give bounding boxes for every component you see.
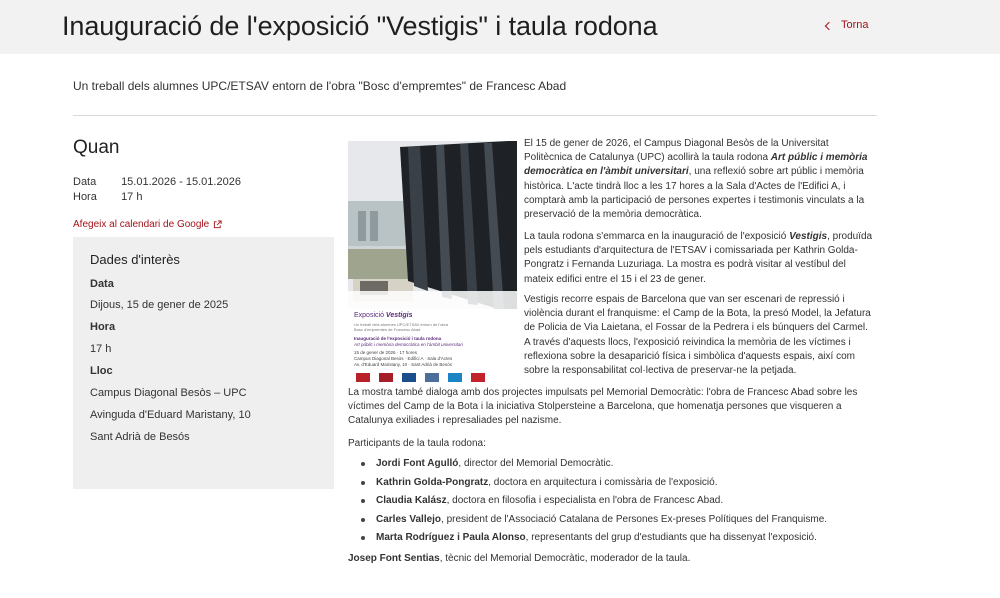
list-item: Claudia Kalász, doctora en filosofia i especialista en l'obra de Francesc Abad. [361,494,881,513]
paragraph-3: Vestigis recorre espais de Barcelona que van ser escenari de repressió i violència durant el franquisme: el Camp de la Bota, la presó Model, la Jefatura de Policia de Via Laietana, el Fossar de la Pedrera i els búnquers del Carmel. A través d'aquests llocs, l'exposició reivindica la memòria de les víctimes i reflexiona sobre la desaparició física i simbòlica d'aquests espais, així com sobre la responsabilitat col·lectiva de preservar-ne la petjada. [524,294,871,377]
info-place-line1: Campus Diagonal Besòs – UPC [90,387,247,399]
participants-heading: Participants de la taula rodona: [348,438,486,449]
event-subtitle: Un treball dels alumnes UPC/ETSAV entorn de l'obra "Bosc d'empremtes" de Francesc Abad [73,79,567,93]
poster-line1: Inauguració de l'exposició i taula rodona [354,336,442,341]
divider [73,115,877,116]
back-link[interactable] [826,19,869,31]
poster-photo [348,141,517,309]
info-date-value: Dijous, 15 de gener de 2025 [90,299,229,311]
when-date-label: Data [73,176,97,188]
paragraph-1: El 15 de gener de 2026, el Campus Diagonal Besòs de la Universitat Politècnica de Catalunya (UPC) acollirà la taula rodona Art públic i memòria democràtica en l'àmbit universitari, una reflexió sobre art públic i memòria històrica. L'acte tindrà lloc a les 17 hores a la Sala d'Actes de l'Edifici A, i comptarà amb la participació de persones expertes i testimonis vinculats a la preservació de la memòria democràtica. [524,138,868,221]
paragraph-2: La taula rodona s'emmarca en la inauguració de l'exposició Vestigis, produïda pels estudiants d'arquitectura de l'ETSAV i comissariada per Kathrin Golda-Pongratz i Fernanda Luzuriaga. La mostra es podrà visitar al vestíbul del mateix edifici entre el 15 i el 23 de gener. [524,231,873,285]
poster-line5: Av. d'Eduard Maristany, 10 · Sant Adrià de Besòs [354,362,452,367]
when-date-value: 15.01.2026 - 15.01.2026 [121,176,241,188]
poster-sub1: Un treball dels alumnes UPC/ETSAV entorn de l'obra [354,322,449,327]
when-date-row [73,176,241,188]
page-header [0,0,1000,54]
list-item: Marta Rodríguez i Paula Alonso, representants del grup d'estudiants que ha dissenyat l'exposició. [361,531,881,550]
info-box [73,237,334,489]
google-calendar-label: Afegeix al calendari de Google [73,219,210,230]
external-link-icon [213,220,222,229]
logo-2-icon [379,373,393,382]
list-item: Carles Vallejo, president de l'Associació Catalana de Persones Ex-preses Polítiques del Franquisme. [361,513,881,532]
event-poster [348,141,517,387]
list-item: Kathrin Golda-Pongratz, doctora en arquitectura i comissària de l'exposició. [361,476,881,495]
poster-line4: Campus Diagonal Besòs · Edifici A · Sala d'Actes [354,356,453,361]
info-date-label: Data [90,278,114,290]
logo-5-icon [448,373,462,382]
poster-line3: 15 de gener de 2026 · 17 hores [354,350,418,355]
poster-sub2: Bosc d'empremtes de Francesc Abad [354,327,421,332]
poster-line2: Art públic i memòria democràtica en l'àmbit universitari [354,342,463,347]
moderator-line: Josep Font Sentias, tècnic del Memorial Democràtic, moderador de la taula. [348,553,691,564]
paragraph-4: La mostra també dialoga amb dos projectes impulsats pel Memorial Democràtic: l'obra de Francesc Abad sobre les víctimes del Camp de la Bota i la iniciativa Stolpersteine a Barcelona, que homenatja persones que visqueren a Catalunya exiliades i represaliades pel nazisme. [348,387,858,427]
when-heading: Quan [73,137,120,158]
back-label: Torna [841,19,869,31]
info-place-label: Lloc [90,365,113,377]
poster-title: Exposició Vestigis [354,312,413,319]
logo-3-icon [402,373,416,382]
page-title: Inauguració de l'exposició "Vestigis" i taula rodona [62,11,658,41]
info-time-label: Hora [90,321,116,333]
when-time-row [73,191,142,203]
logo-6-icon [471,373,485,382]
info-box-title: Dades d'interès [90,252,180,267]
when-time-label: Hora [73,191,97,203]
info-place-line3: Sant Adrià de Besós [90,431,190,443]
logo-1-icon [356,373,370,382]
when-time-value: 17 h [121,191,143,203]
info-place-line2: Avinguda d'Eduard Maristany, 10 [90,409,251,421]
list-item: Jordi Font Agulló, director del Memorial Democràtic. [361,457,881,476]
poster-logos [356,373,485,382]
chevron-left-icon [825,21,833,29]
participants-list [361,457,881,550]
info-time-value: 17 h [90,343,112,355]
google-calendar-link[interactable] [73,219,222,230]
logo-4-icon [425,373,439,382]
